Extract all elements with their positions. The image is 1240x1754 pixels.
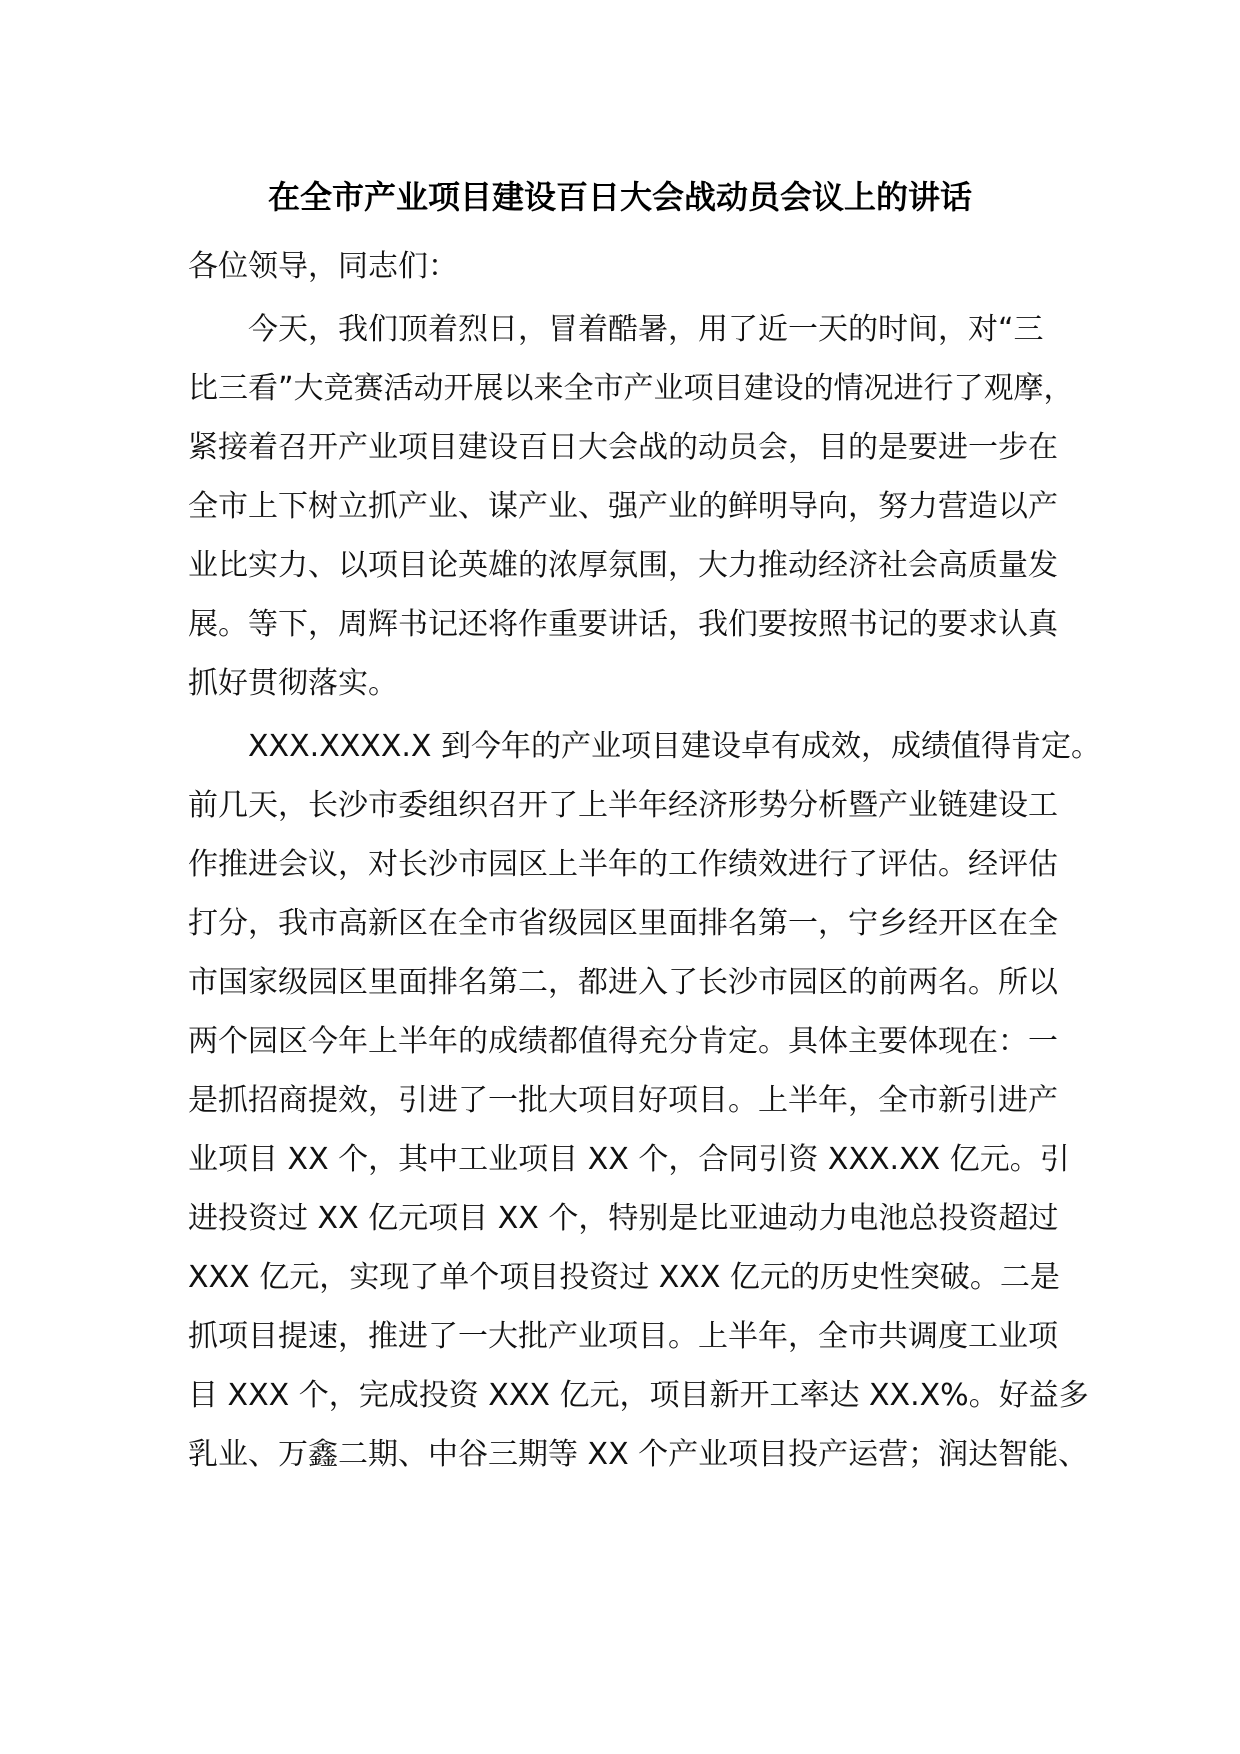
paragraph-2-line: XXX 亿元，实现了单个项目投资过 XXX 亿元的历史性突破。二是 — [188, 1260, 1060, 1295]
paragraph-2-line: 业项目 XX 个，其中工业项目 XX 个，合同引资 XXX.XX 亿元。引 — [188, 1142, 1070, 1177]
paragraph-2-line: 乳业、万鑫二期、中谷三期等 XX 个产业项目投产运营；润达智能、 — [188, 1437, 1089, 1472]
paragraph-2-line: 市国家级园区里面排名第二，都进入了长沙市园区的前两名。所以 — [188, 965, 1058, 1000]
paragraph-1-line: 抓好贯彻落实。 — [188, 666, 398, 701]
paragraph-1-line: 今天，我们顶着烈日，冒着酷暑，用了近一天的时间，对“三 — [248, 312, 1044, 347]
paragraph-2-line: 是抓招商提效，引进了一批大项目好项目。上半年，全市新引进产 — [188, 1083, 1058, 1118]
paragraph-2-line: 抓项目提速，推进了一大批产业项目。上半年，全市共调度工业项 — [188, 1319, 1058, 1354]
salutation: 各位领导，同志们： — [188, 249, 458, 284]
paragraph-1-line: 比三看”大竞赛活动开展以来全市产业项目建设的情况进行了观摩， — [188, 371, 1074, 406]
document-title: 在全市产业项目建设百日大会战动员会议上的讲话 — [267, 178, 972, 216]
paragraph-2-line: 进投资过 XX 亿元项目 XX 个，特别是比亚迪动力电池总投资超过 — [188, 1201, 1059, 1236]
paragraph-2-line: 作推进会议，对长沙市园区上半年的工作绩效进行了评估。经评估 — [188, 847, 1058, 882]
paragraph-2-line: 两个园区今年上半年的成绩都值得充分肯定。具体主要体现在：一 — [188, 1024, 1058, 1059]
paragraph-1-line: 展。等下，周辉书记还将作重要讲话，我们要按照书记的要求认真 — [188, 607, 1058, 642]
paragraph-2-line: 前几天，长沙市委组织召开了上半年经济形势分析暨产业链建设工 — [188, 788, 1058, 823]
paragraph-2-line: 打分，我市高新区在全市省级园区里面排名第一，宁乡经开区在全 — [188, 906, 1058, 941]
paragraph-2-line: XXX.XXXX.X 到今年的产业项目建设卓有成效，成绩值得肯定。 — [248, 729, 1102, 764]
paragraph-1-line: 全市上下树立抓产业、谋产业、强产业的鲜明导向，努力营造以产 — [188, 489, 1058, 524]
paragraph-1-line: 紧接着召开产业项目建设百日大会战的动员会，目的是要进一步在 — [188, 430, 1058, 465]
paragraph-1-line: 业比实力、以项目论英雄的浓厚氛围，大力推动经济社会高质量发 — [188, 548, 1058, 583]
paragraph-2-line: 目 XXX 个，完成投资 XXX 亿元，项目新开工率达 XX.X%。好益多 — [188, 1378, 1089, 1413]
